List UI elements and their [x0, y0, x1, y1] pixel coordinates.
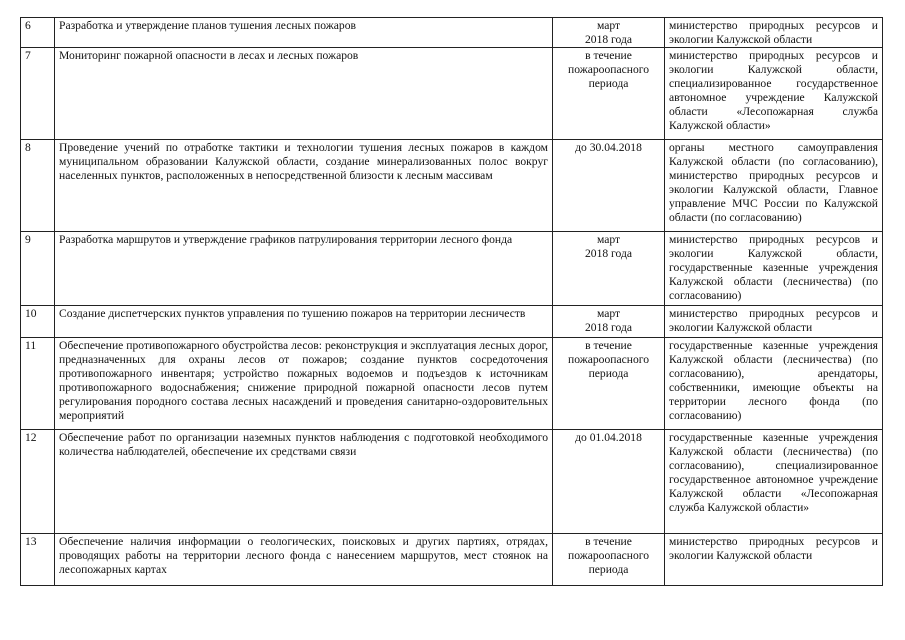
deadline-text: в течение пожароопасного периода — [567, 535, 650, 576]
row-number: 6 — [21, 18, 55, 48]
table-row — [21, 430, 883, 534]
responsible-party: органы местного самоуправления Калужской области (по согласованию), министерство природных ресурсов и экологии Калужской области, Главное управление МЧС России по Калужской области (по согласованию) — [665, 140, 883, 232]
deadline — [553, 18, 665, 48]
table-row — [21, 18, 883, 48]
table-row — [21, 140, 883, 232]
deadline — [553, 430, 665, 534]
deadline — [553, 534, 665, 586]
responsible-party: министерство природных ресурсов и экологии Калужской области — [665, 18, 883, 48]
deadline — [553, 48, 665, 140]
task-description: Обеспечение наличия информации о геологических, поисковых и других партиях, отрядах, проводящих работы на территории лесного фонда с нанесением маршрутов, мест стоянок на лесопожарных картах — [55, 534, 553, 586]
deadline-text: до 30.04.2018 — [575, 141, 642, 154]
task-description: Проведение учений по отработке тактики и технологии тушения лесных пожаров в каждом муниципальном образовании Калужской области, создание минерализованных полос вокруг населенных пунктов, расположенных в непосредственной близости к лесным массивам — [55, 140, 553, 232]
row-number: 10 — [21, 306, 55, 338]
task-description: Разработка и утверждение планов тушения лесных пожаров — [55, 18, 553, 48]
task-description: Обеспечение работ по организации наземных пунктов наблюдения с подготовкой необходимого количества наблюдателей, обеспечение их средствами связи — [55, 430, 553, 534]
deadline-text: в течение пожароопасного периода — [567, 339, 650, 380]
row-number: 13 — [21, 534, 55, 586]
responsible-party: министерство природных ресурсов и экологии Калужской области, специализированное государственное автономное учреждение Калужской области «Лесопожарная служба Калужской области» — [665, 48, 883, 140]
deadline — [553, 306, 665, 338]
fire-prevention-plan-table — [20, 17, 883, 586]
table-row — [21, 338, 883, 430]
responsible-party: министерство природных ресурсов и экологии Калужской области — [665, 534, 883, 586]
deadline-text: в течение пожароопасного периода — [567, 49, 650, 90]
deadline-text: март 2018 года — [584, 19, 633, 46]
row-number: 12 — [21, 430, 55, 534]
row-number: 8 — [21, 140, 55, 232]
deadline — [553, 232, 665, 306]
deadline — [553, 140, 665, 232]
deadline — [553, 338, 665, 430]
row-number: 11 — [21, 338, 55, 430]
task-description: Создание диспетчерских пунктов управления по тушению пожаров на территории лесничеств — [55, 306, 553, 338]
responsible-party: министерство природных ресурсов и экологии Калужской области, государственные казенные учреждения Калужской области (лесничества) (по согласованию) — [665, 232, 883, 306]
responsible-party: министерство природных ресурсов и экологии Калужской области — [665, 306, 883, 338]
table-row — [21, 232, 883, 306]
task-description: Обеспечение противопожарного обустройства лесов: реконструкция и эксплуатация лесных дорог, предназначенных для охраны лесов от пожаров; создание пунктов сосредоточения противопожарного инвентаря; устройство пожарных водоемов и подъездов к источникам противопожарного водоснабжения; снижение природной пожарной опасности лесов путем регулирования породного состава лесных насаждений и проведения санитарно-оздоровительных мероприятий — [55, 338, 553, 430]
table-row — [21, 306, 883, 338]
deadline-text: до 01.04.2018 — [575, 431, 642, 444]
row-number: 7 — [21, 48, 55, 140]
responsible-party: государственные казенные учреждения Калужской области (лесничества) (по согласованию), специализированное государственное автономное учреждение Калужской области «Лесопожарная служба Калужской области» — [665, 430, 883, 534]
responsible-party: государственные казенные учреждения Калужской области (лесничества) (по согласованию), арендаторы, собственники, имеющие объекты на территории лесного фонда (по согласованию) — [665, 338, 883, 430]
table-row — [21, 534, 883, 586]
task-description: Мониторинг пожарной опасности в лесах и лесных пожаров — [55, 48, 553, 140]
row-number: 9 — [21, 232, 55, 306]
deadline-text: март 2018 года — [584, 233, 633, 260]
table-row — [21, 48, 883, 140]
deadline-text: март 2018 года — [584, 307, 633, 334]
task-description: Разработка маршрутов и утверждение графиков патрулирования территории лесного фонда — [55, 232, 553, 306]
